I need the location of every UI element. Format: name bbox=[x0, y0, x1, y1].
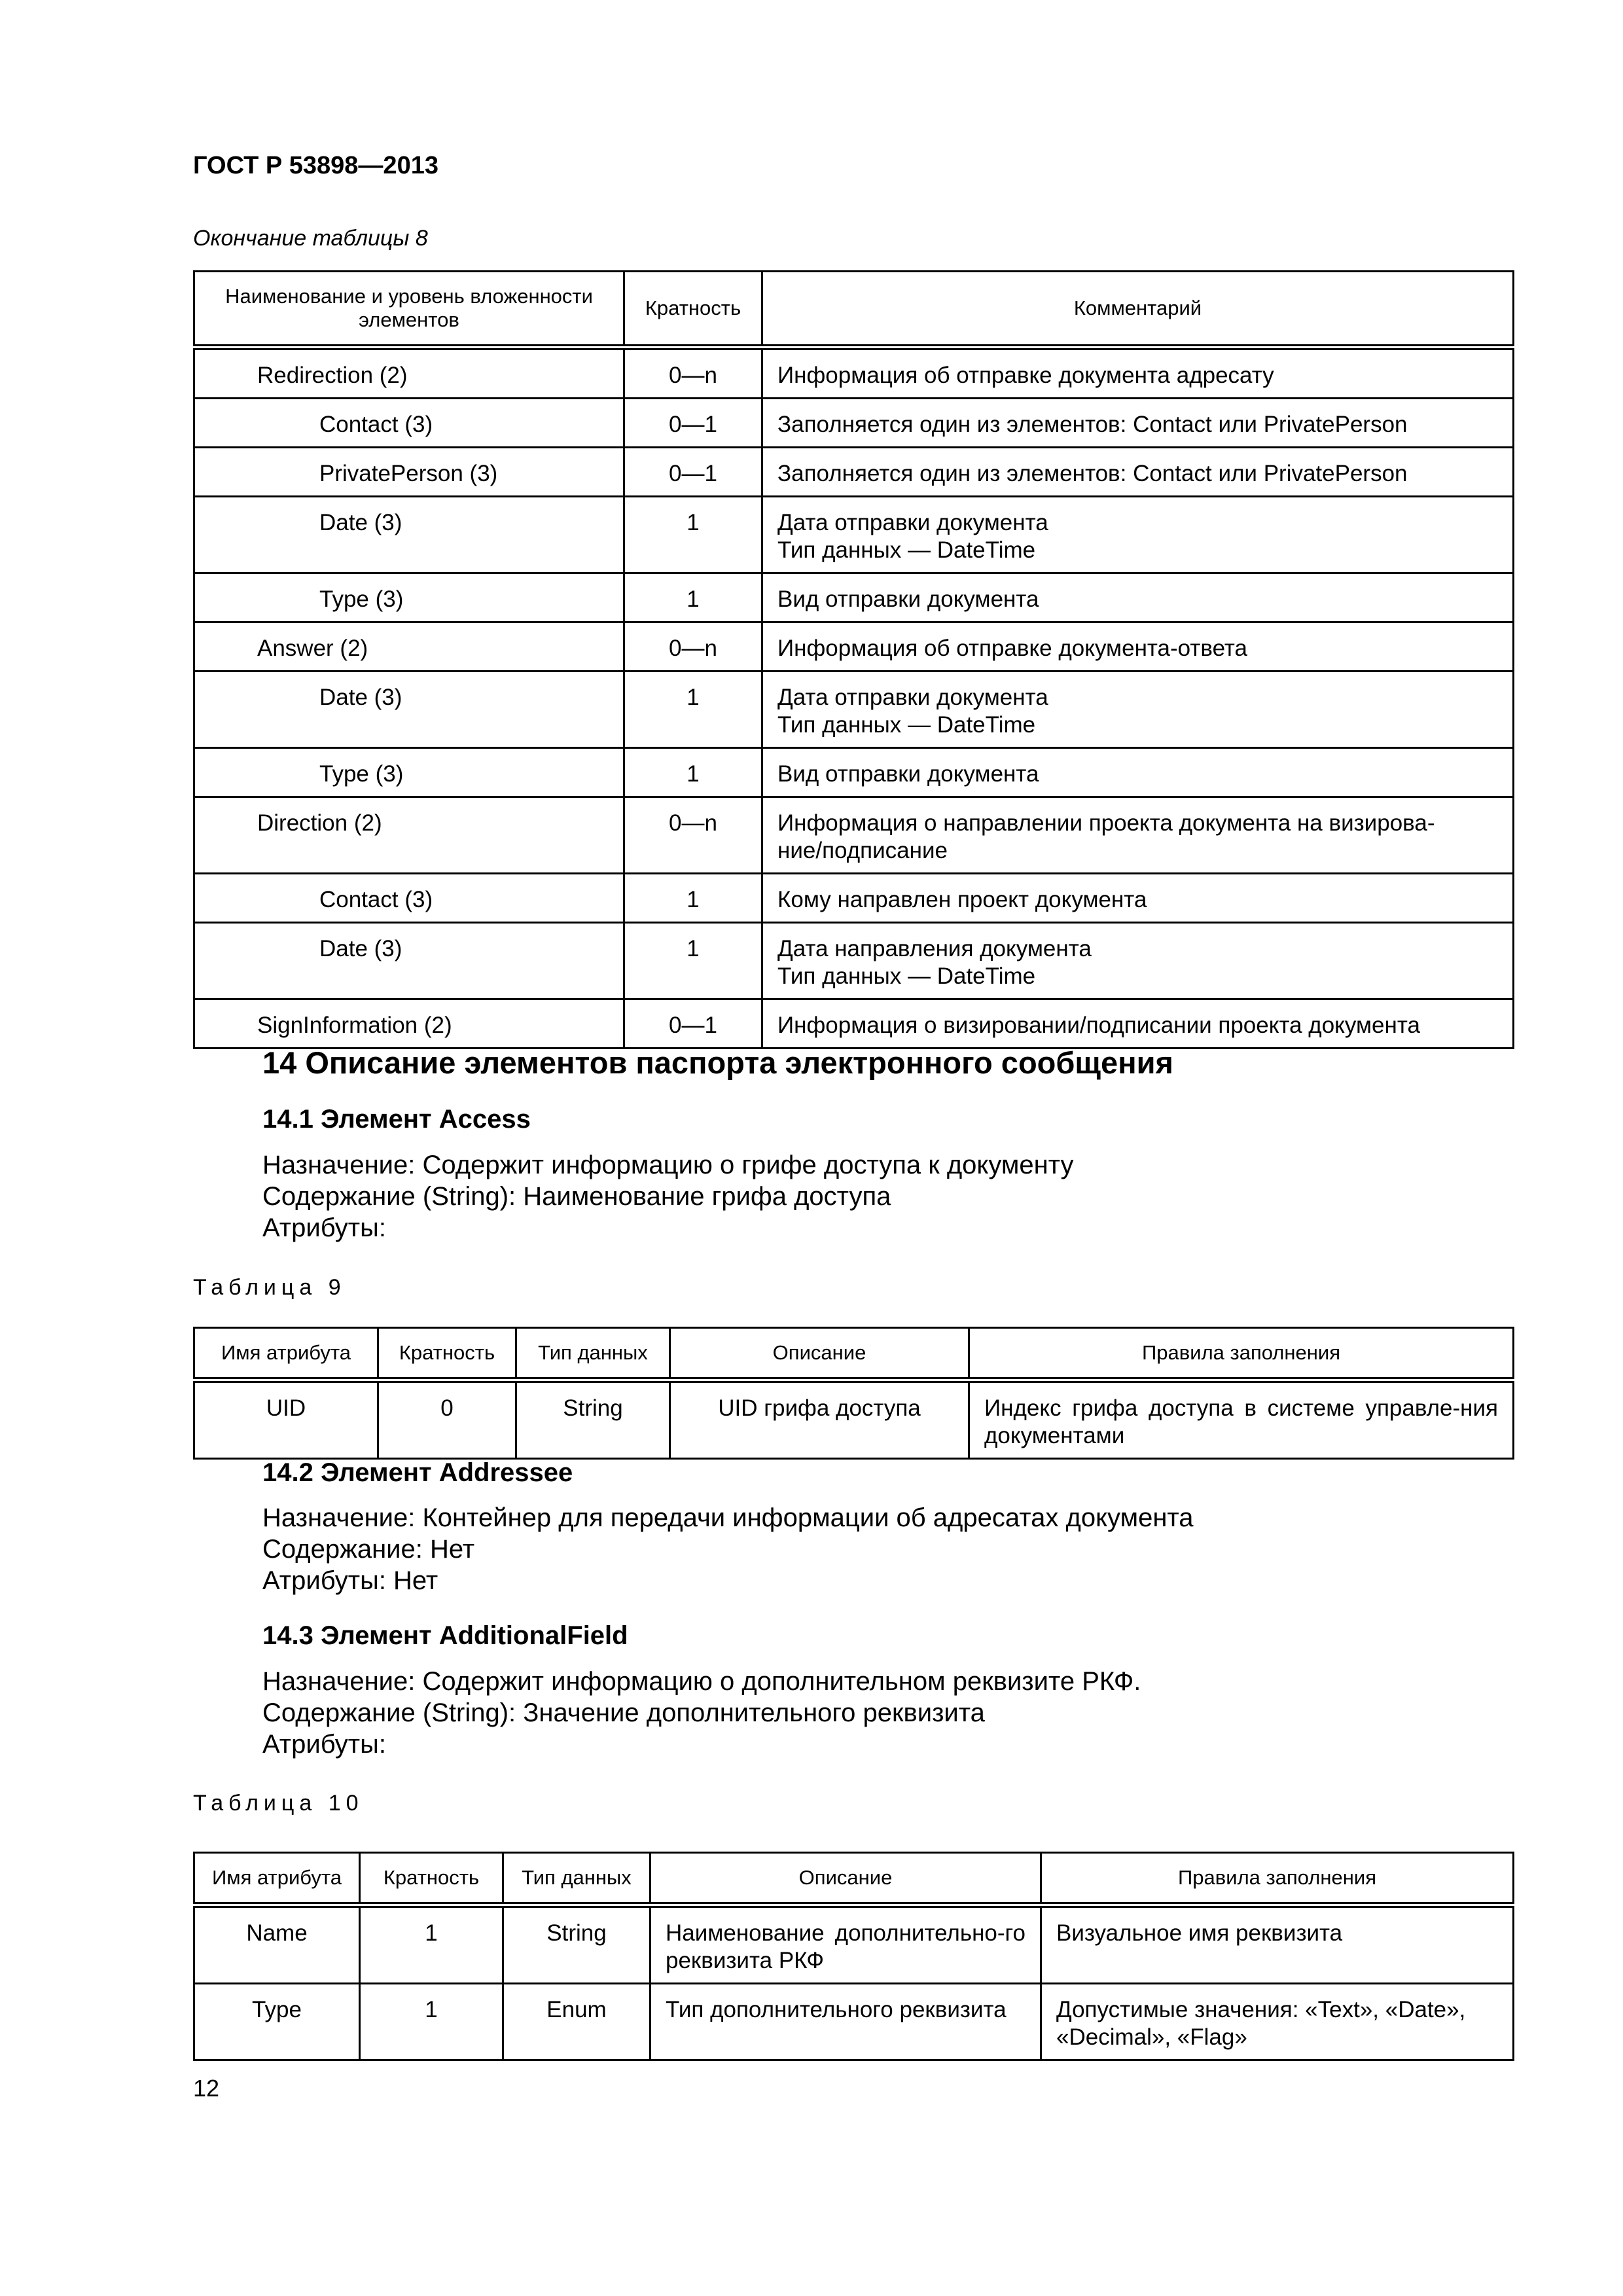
column-header-name: Наименование и уровень вложенности элементов bbox=[194, 272, 624, 348]
table-row bbox=[194, 622, 1514, 672]
table9-caption: Таблица 9 bbox=[193, 1275, 346, 1300]
multiplicity: 1 bbox=[624, 748, 762, 797]
fill-rules: Индекс грифа доступа в системе управле-ния документами bbox=[969, 1380, 1514, 1459]
comment bbox=[762, 573, 1514, 622]
element-name: Contact (3) bbox=[194, 874, 624, 923]
table-8 bbox=[193, 270, 1514, 1049]
comment-line: Кому направлен проект документа bbox=[777, 887, 1147, 912]
table-row bbox=[194, 1984, 1514, 2060]
column-header: Правила заполнения bbox=[1041, 1853, 1514, 1905]
comment-line: Информация о визировании/подписании проекта документа bbox=[777, 1013, 1420, 1038]
table-row bbox=[194, 573, 1514, 622]
table-header-row bbox=[194, 1328, 1514, 1380]
fill-rules: Визуальное имя реквизита bbox=[1041, 1905, 1514, 1984]
subsection-title-addressee: 14.2 Элемент Addressee bbox=[262, 1458, 573, 1487]
element-name: Answer (2) bbox=[194, 622, 624, 672]
element-name: Direction (2) bbox=[194, 797, 624, 874]
comment bbox=[762, 622, 1514, 672]
element-name: Date (3) bbox=[194, 497, 624, 573]
column-header: Кратность bbox=[378, 1328, 516, 1380]
text-line: Атрибуты: Нет bbox=[262, 1566, 438, 1595]
section-title: 14 Описание элементов паспорта электронного сообщения bbox=[262, 1045, 1173, 1080]
page-number: 12 bbox=[193, 2075, 220, 2102]
subsection-title-additionalfield: 14.3 Элемент AdditionalField bbox=[262, 1621, 628, 1650]
multiplicity: 1 bbox=[624, 573, 762, 622]
multiplicity: 1 bbox=[624, 497, 762, 573]
element-name: SignInformation (2) bbox=[194, 999, 624, 1049]
comment bbox=[762, 399, 1514, 448]
element-name: Date (3) bbox=[194, 923, 624, 999]
table8-caption: Окончание таблицы 8 bbox=[193, 226, 428, 251]
description: Тип дополнительного реквизита bbox=[651, 1984, 1041, 2060]
multiplicity: 0—1 bbox=[624, 448, 762, 497]
multiplicity: 1 bbox=[360, 1905, 503, 1984]
document-header: ГОСТ Р 53898—2013 bbox=[193, 152, 438, 179]
table-row bbox=[194, 874, 1514, 923]
comment bbox=[762, 797, 1514, 874]
text-line: Содержание: Нет bbox=[262, 1535, 475, 1564]
access-description bbox=[262, 1149, 1074, 1244]
comment-line: Информация о направлении проекта документа на визирова- bbox=[777, 810, 1435, 836]
multiplicity: 1 bbox=[624, 672, 762, 748]
data-type: Enum bbox=[503, 1984, 651, 2060]
column-header: Описание bbox=[651, 1853, 1041, 1905]
comment-line: Вид отправки документа bbox=[777, 586, 1039, 612]
table-row bbox=[194, 399, 1514, 448]
multiplicity: 1 bbox=[624, 874, 762, 923]
multiplicity: 0—n bbox=[624, 797, 762, 874]
addressee-description bbox=[262, 1502, 1194, 1596]
table-row bbox=[194, 1380, 1514, 1459]
subsection-title-access: 14.1 Элемент Access bbox=[262, 1105, 531, 1134]
fill-rules: Допустимые значения: «Text», «Date», «Decimal», «Flag» bbox=[1041, 1984, 1514, 2060]
comment-line: ние/подписание bbox=[777, 838, 948, 863]
text-line: Назначение: Содержит информацию о грифе доступа к документу bbox=[262, 1151, 1074, 1179]
comment-line: Дата отправки документа bbox=[777, 510, 1048, 535]
column-header-multiplicity: Кратность bbox=[624, 272, 762, 348]
element-name: Redirection (2) bbox=[194, 348, 624, 399]
multiplicity: 1 bbox=[624, 923, 762, 999]
multiplicity: 0—n bbox=[624, 622, 762, 672]
table-row bbox=[194, 748, 1514, 797]
comment bbox=[762, 672, 1514, 748]
column-header: Имя атрибута bbox=[194, 1328, 378, 1380]
comment-line: Тип данных — DateTime bbox=[777, 963, 1036, 989]
comment bbox=[762, 348, 1514, 399]
comment-line: Информация об отправке документа-ответа bbox=[777, 636, 1247, 661]
data-type: String bbox=[503, 1905, 651, 1984]
comment bbox=[762, 874, 1514, 923]
comment-line: Тип данных — DateTime bbox=[777, 712, 1036, 738]
attribute-name: Type bbox=[194, 1984, 360, 2060]
description: Наименование дополнительно-го реквизита РКФ bbox=[651, 1905, 1041, 1984]
additionalfield-description bbox=[262, 1666, 1141, 1760]
table-row bbox=[194, 672, 1514, 748]
column-header: Правила заполнения bbox=[969, 1328, 1514, 1380]
multiplicity: 0 bbox=[378, 1380, 516, 1459]
column-header: Описание bbox=[670, 1328, 969, 1380]
table-row bbox=[194, 1905, 1514, 1984]
table-header-row bbox=[194, 272, 1514, 348]
multiplicity: 0—1 bbox=[624, 399, 762, 448]
element-name: Contact (3) bbox=[194, 399, 624, 448]
table-row bbox=[194, 797, 1514, 874]
multiplicity: 0—n bbox=[624, 348, 762, 399]
text-line: Содержание (String): Наименование грифа доступа bbox=[262, 1182, 891, 1211]
comment-line: Вид отправки документа bbox=[777, 761, 1039, 787]
element-name: Date (3) bbox=[194, 672, 624, 748]
text-line: Назначение: Содержит информацию о дополнительном реквизите РКФ. bbox=[262, 1667, 1141, 1696]
table-row bbox=[194, 923, 1514, 999]
column-header-comment: Комментарий bbox=[762, 272, 1514, 348]
comment bbox=[762, 497, 1514, 573]
text-line: Атрибуты: bbox=[262, 1213, 386, 1242]
comment-line: Информация об отправке документа адресату bbox=[777, 363, 1274, 388]
element-name: PrivatePerson (3) bbox=[194, 448, 624, 497]
table10-caption: Таблица 10 bbox=[193, 1791, 364, 1816]
text-line: Содержание (String): Значение дополнительного реквизита bbox=[262, 1698, 985, 1727]
comment bbox=[762, 999, 1514, 1049]
comment bbox=[762, 923, 1514, 999]
comment bbox=[762, 448, 1514, 497]
description: UID грифа доступа bbox=[670, 1380, 969, 1459]
multiplicity: 1 bbox=[360, 1984, 503, 2060]
column-header: Имя атрибута bbox=[194, 1853, 360, 1905]
element-name: Type (3) bbox=[194, 573, 624, 622]
table-row bbox=[194, 348, 1514, 399]
column-header: Тип данных bbox=[516, 1328, 670, 1380]
table-9 bbox=[193, 1327, 1514, 1460]
data-type: String bbox=[516, 1380, 670, 1459]
comment-line: Дата направления документа bbox=[777, 936, 1092, 961]
attribute-name: UID bbox=[194, 1380, 378, 1459]
table-row bbox=[194, 497, 1514, 573]
table-row bbox=[194, 448, 1514, 497]
table-row bbox=[194, 999, 1514, 1049]
comment-line: Заполняется один из элементов: Contact или PrivatePerson bbox=[777, 461, 1408, 486]
column-header: Кратность bbox=[360, 1853, 503, 1905]
comment-line: Тип данных — DateTime bbox=[777, 537, 1036, 563]
column-header: Тип данных bbox=[503, 1853, 651, 1905]
table-10 bbox=[193, 1852, 1514, 2061]
element-name: Type (3) bbox=[194, 748, 624, 797]
table-header-row bbox=[194, 1853, 1514, 1905]
attribute-name: Name bbox=[194, 1905, 360, 1984]
text-line: Атрибуты: bbox=[262, 1730, 386, 1759]
comment-line: Дата отправки документа bbox=[777, 685, 1048, 710]
comment-line: Заполняется один из элементов: Contact или PrivatePerson bbox=[777, 412, 1408, 437]
comment bbox=[762, 748, 1514, 797]
multiplicity: 0—1 bbox=[624, 999, 762, 1049]
text-line: Назначение: Контейнер для передачи информации об адресатах документа bbox=[262, 1503, 1194, 1532]
